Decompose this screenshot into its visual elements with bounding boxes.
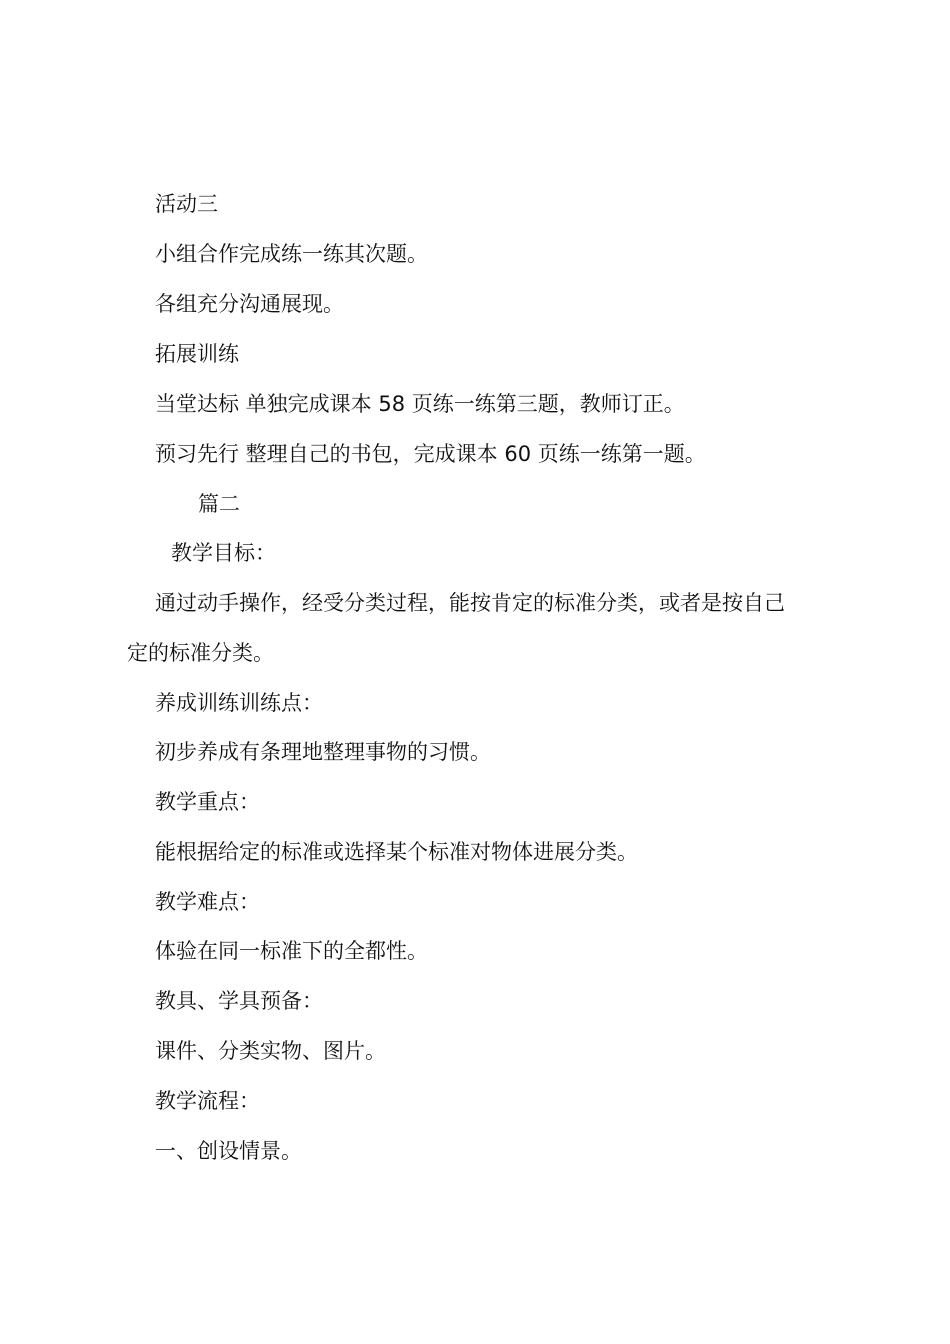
heading-materials: 教具、学具预备： <box>155 989 323 1013</box>
heading-difficulties: 教学难点： <box>155 890 260 914</box>
heading-key-points: 教学重点： <box>155 790 260 814</box>
paragraph-training-habit: 初步养成有条理地整理事物的习惯。 <box>155 740 491 764</box>
paragraph-goal-text: 通过动手操作，经受分类过程，能按肯定的标准分类，或者是按自己 <box>155 591 785 615</box>
paragraph-group-task: 小组合作完成练一练其次题。 <box>155 242 428 266</box>
section-heading-part-two: 篇二 <box>198 492 240 516</box>
paragraph-extension: 拓展训练 <box>155 342 239 366</box>
paragraph-materials-text: 课件、分类实物、图片。 <box>155 1039 386 1063</box>
paragraph-difficulty-text: 体验在同一标准下的全都性。 <box>155 939 428 963</box>
paragraph-in-class-goal: 当堂达标 单独完成课本 58 页练一练第三题，教师订正。 <box>155 392 685 416</box>
paragraph-step-one: 一、创设情景。 <box>155 1139 302 1163</box>
heading-teaching-goals: 教学目标： <box>171 541 276 565</box>
paragraph-goal-text-continued: 定的标准分类。 <box>127 641 274 665</box>
heading-teaching-process: 教学流程： <box>155 1089 260 1113</box>
paragraph-activity-three: 活动三 <box>155 192 218 216</box>
paragraph-group-share: 各组充分沟通展现。 <box>155 292 344 316</box>
heading-training-point: 养成训练训练点： <box>155 691 323 715</box>
paragraph-preview: 预习先行 整理自己的书包，完成课本 60 页练一练第一题。 <box>155 442 706 466</box>
paragraph-key-point-text: 能根据给定的标准或选择某个标准对物体进展分类。 <box>155 840 638 864</box>
